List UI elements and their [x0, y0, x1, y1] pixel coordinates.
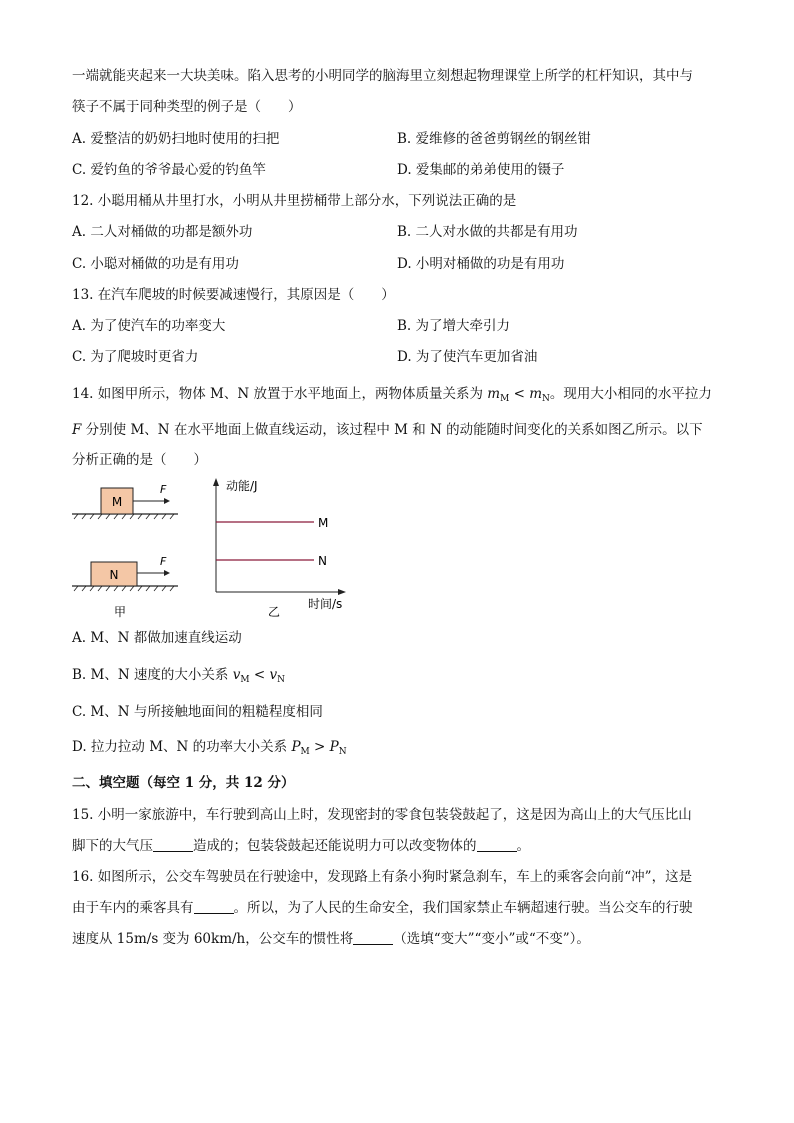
q14-stem-line3: 分析正确的是（ ）	[72, 452, 207, 468]
arrow-head-icon	[164, 570, 170, 576]
x-axis-arrow-icon	[338, 589, 346, 595]
answer-blank[interactable]	[477, 837, 517, 852]
q11-option-b: B. 爱维修的爸爸剪钢丝的钢丝钳	[397, 131, 592, 147]
greater-than-sign: >	[309, 739, 330, 755]
q12-option-b: B. 二人对水做的共都是有用功	[397, 224, 578, 240]
q13-option-b: B. 为了增大牵引力	[397, 318, 511, 334]
q15-text-c: 。	[516, 838, 530, 854]
q15-text-b: 造成的；包装袋鼓起还能说明力可以改变物体的	[193, 838, 477, 854]
q11-option-d: D. 爱集邮的弟弟使用的镊子	[397, 162, 565, 178]
figure-jia-m	[72, 483, 178, 519]
q16-stem-line1: 16. 如图所示，公交车驾驶员在行驶途中，发现路上有条小狗时紧急刹车，车上的乘客会向前“冲”，这是	[72, 869, 693, 885]
q13-option-a: A. 为了使汽车的功率变大	[72, 318, 226, 334]
force-f-symbol: F	[72, 422, 82, 438]
answer-blank[interactable]	[353, 930, 393, 945]
q14-option-d	[72, 737, 347, 762]
q14-option-b-text: B. M、N 速度的大小关系	[72, 667, 233, 683]
less-than-sign: <	[249, 667, 270, 683]
ground-hatch-top	[74, 514, 174, 519]
mass-m-subscript: M	[500, 394, 510, 404]
velocity-m-symbol: v	[232, 667, 241, 683]
q15-text-a: 脚下的大气压	[72, 838, 153, 854]
q12-option-d: D. 小明对桶做的功是有用功	[397, 256, 565, 272]
answer-blank[interactable]	[194, 899, 234, 914]
less-than-sign: <	[509, 386, 530, 402]
q11-option-a: A. 爱整洁的奶奶扫地时使用的扫把	[72, 131, 280, 147]
q14-figure	[60, 474, 360, 620]
velocity-n-symbol: v	[269, 667, 278, 683]
block-m-label: M	[111, 495, 123, 509]
q14-stem-line1	[72, 384, 712, 409]
q15-stem-line2	[72, 836, 530, 856]
q11-stem-line1: 一端就能夹起来一大块美味。陷入思考的小明同学的脑海里立刻想起物理课堂上所学的杠杆知识，其中与	[72, 68, 693, 84]
y-axis-label: 动能/J	[226, 479, 258, 493]
q14-option-b	[72, 665, 285, 690]
q13-option-c: C. 为了爬坡时更省力	[72, 349, 199, 365]
q14-stem-line2-text: 分别使 M、N 在水平地面上做直线运动，该过程中 M 和 N 的动能随时间变化的关系如图乙所示。以下	[81, 422, 703, 438]
energy-line-n-label: N	[318, 554, 327, 568]
q15-stem-line1: 15. 小明一家旅游中，车行驶到高山上时，发现密封的零食包装袋鼓起了，这是因为高山上的大气压比山	[72, 807, 692, 823]
mass-n-subscript: N	[542, 394, 550, 404]
q13-stem: 13. 在汽车爬坡的时候要减速慢行，其原因是（ ）	[72, 287, 395, 303]
q12-option-c: C. 小聪对桶做的功是有用功	[72, 256, 239, 272]
ground-hatch-bottom	[74, 586, 174, 591]
caption-yi: 乙	[267, 605, 281, 619]
power-m-subscript: M	[300, 747, 310, 757]
figure-yi-graph	[213, 478, 346, 611]
arrow-head-icon	[164, 498, 170, 504]
x-axis-label: 时间/s	[308, 597, 343, 611]
power-n-subscript: N	[338, 747, 347, 757]
power-m-symbol: P	[291, 739, 301, 755]
q14-option-c: C. M、N 与所接触地面间的粗糙程度相同	[72, 704, 323, 720]
velocity-n-subscript: N	[277, 675, 286, 685]
mass-m-symbol: m	[487, 386, 501, 402]
answer-blank[interactable]	[153, 837, 193, 852]
q14-stem-line2	[72, 420, 703, 440]
y-axis-arrow-icon	[213, 478, 219, 486]
q16-stem-line2	[72, 898, 693, 918]
force-label-n: F	[160, 555, 167, 568]
power-n-symbol: P	[329, 739, 339, 755]
q16-stem-line3	[72, 929, 590, 949]
q12-option-a: A. 二人对桶做的功都是额外功	[72, 224, 253, 240]
section-heading: 二、填空题（每空 1 分，共 12 分）	[72, 775, 295, 791]
mass-n-symbol: m	[529, 386, 543, 402]
figure-jia-n	[72, 555, 178, 591]
q13-option-d: D. 为了使汽车更加省油	[397, 349, 538, 365]
q16-text-b: 。所以，为了人民的生命安全，我们国家禁止车辆超速行驶。当公交车的行驶	[233, 900, 693, 916]
q14-option-d-text: D. 拉力拉动 M、N 的功率大小关系	[72, 739, 292, 755]
force-label-m: F	[160, 483, 167, 496]
q14-stem-continue: 。现用大小相同的水平拉力	[549, 386, 712, 402]
q16-text-a: 由于车内的乘客具有	[72, 900, 194, 916]
q16-text-c: 速度从 15m/s 变为 60km/h，公交车的惯性将	[72, 931, 354, 947]
q11-option-c: C. 爱钓鱼的爷爷最心爱的钓鱼竿	[72, 162, 266, 178]
velocity-m-subscript: M	[240, 675, 250, 685]
caption-jia: 甲	[113, 605, 127, 619]
q14-option-a: A. M、N 都做加速直线运动	[72, 630, 242, 646]
q16-text-d: （选填“变大”“变小”或“不变”）。	[393, 931, 590, 947]
q11-stem-line2: 筷子不属于同种类型的例子是（ ）	[72, 99, 302, 115]
energy-line-m-label: M	[318, 516, 329, 530]
block-n-label: N	[109, 568, 119, 582]
q14-stem-intro: 14. 如图甲所示，物体 M、N 放置于水平地面上，两物体质量关系为	[72, 386, 488, 402]
q12-stem: 12. 小聪用桶从井里打水，小明从井里捞桶带上部分水，下列说法正确的是	[72, 193, 517, 209]
